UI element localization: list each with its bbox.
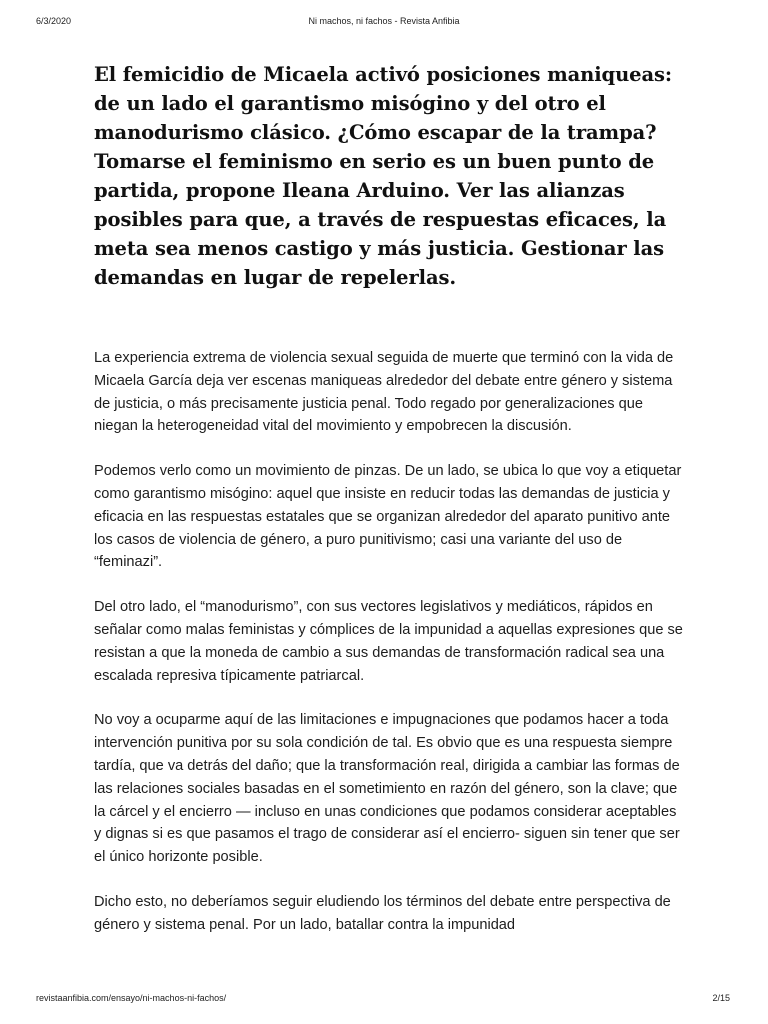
article-content — [94, 60, 684, 959]
print-date: 6/3/2020 — [36, 16, 72, 26]
print-page-title: Ni machos, ni fachos - Revista Anfibia — [308, 16, 460, 26]
article-lede: El femicidio de Micaela activó posiciones maniqueas: de un lado el garantismo misógino y del otro el manodurismo clásico. ¿Cómo escapar de la trampa? Tomarse el feminismo en serio es un buen punto de partida, propone Ileana Arduino. Ver las alianzas posibles para que, a través de respuestas eficaces, la meta sea menos castigo y más justicia. Gestionar las demandas en lugar de repelerlas. — [94, 63, 672, 289]
print-url: revistaanfibia.com/ensayo/ni-machos-ni-fachos/ — [36, 993, 227, 1003]
print-footer — [0, 993, 768, 1007]
article-paragraph: No voy a ocuparme aquí de las limitaciones e impugnaciones que podamos hacer a toda intervención punitiva por su sola condición de tal. Es obvio que es una respuesta siempre tardía, que va detrás del daño; que la transformación real, dirigida a cambiar las formas de las relaciones sociales basadas en el sometimiento en razón del género, son la clave; que la cárcel y el encierro — incluso en unas condiciones que podamos considerar aceptables y dignas si es que pasamos el trago de considerar así el encierro- siguen sin tener que ser el único horizonte posible. — [94, 712, 680, 866]
article-paragraph: Podemos verlo como un movimiento de pinzas. De un lado, se ubica lo que voy a etiquetar como garantismo misógino: aquel que insiste en reducir todas las demandas de justicia y eficacia en las respuestas estatales que se organizan alrededor del aparato punitivo ante los casos de violencia de género, a puro punitivismo; casi una variante del uso de “feminazi”. — [94, 463, 682, 571]
article-paragraph: La experiencia extrema de violencia sexual seguida de muerte que terminó con la vida de Micaela García deja ver escenas maniqueas alrededor del debate entre género y sistema de justicia, o más precisamente justicia penal. Todo regado por generalizaciones que niegan la heterogeneidad vital del movimiento y empobrecen la discusión. — [94, 350, 674, 435]
article-body — [94, 347, 684, 937]
print-page-number: 2/15 — [712, 993, 730, 1003]
article-paragraph: Del otro lado, el “manodurismo”, con sus vectores legislativos y mediáticos, rápidos en señalar como malas feministas y cómplices de la impunidad a aquellas expresiones que se resistan a que la moneda de cambio a sus demandas de transformación radical sea una escalada represiva típicamente patriarcal. — [94, 599, 683, 684]
article-paragraph: Dicho esto, no deberíamos seguir eludiendo los términos del debate entre perspectiva de género y sistema penal. Por un lado, batallar contra la impunidad — [94, 893, 671, 933]
print-header — [0, 16, 768, 30]
